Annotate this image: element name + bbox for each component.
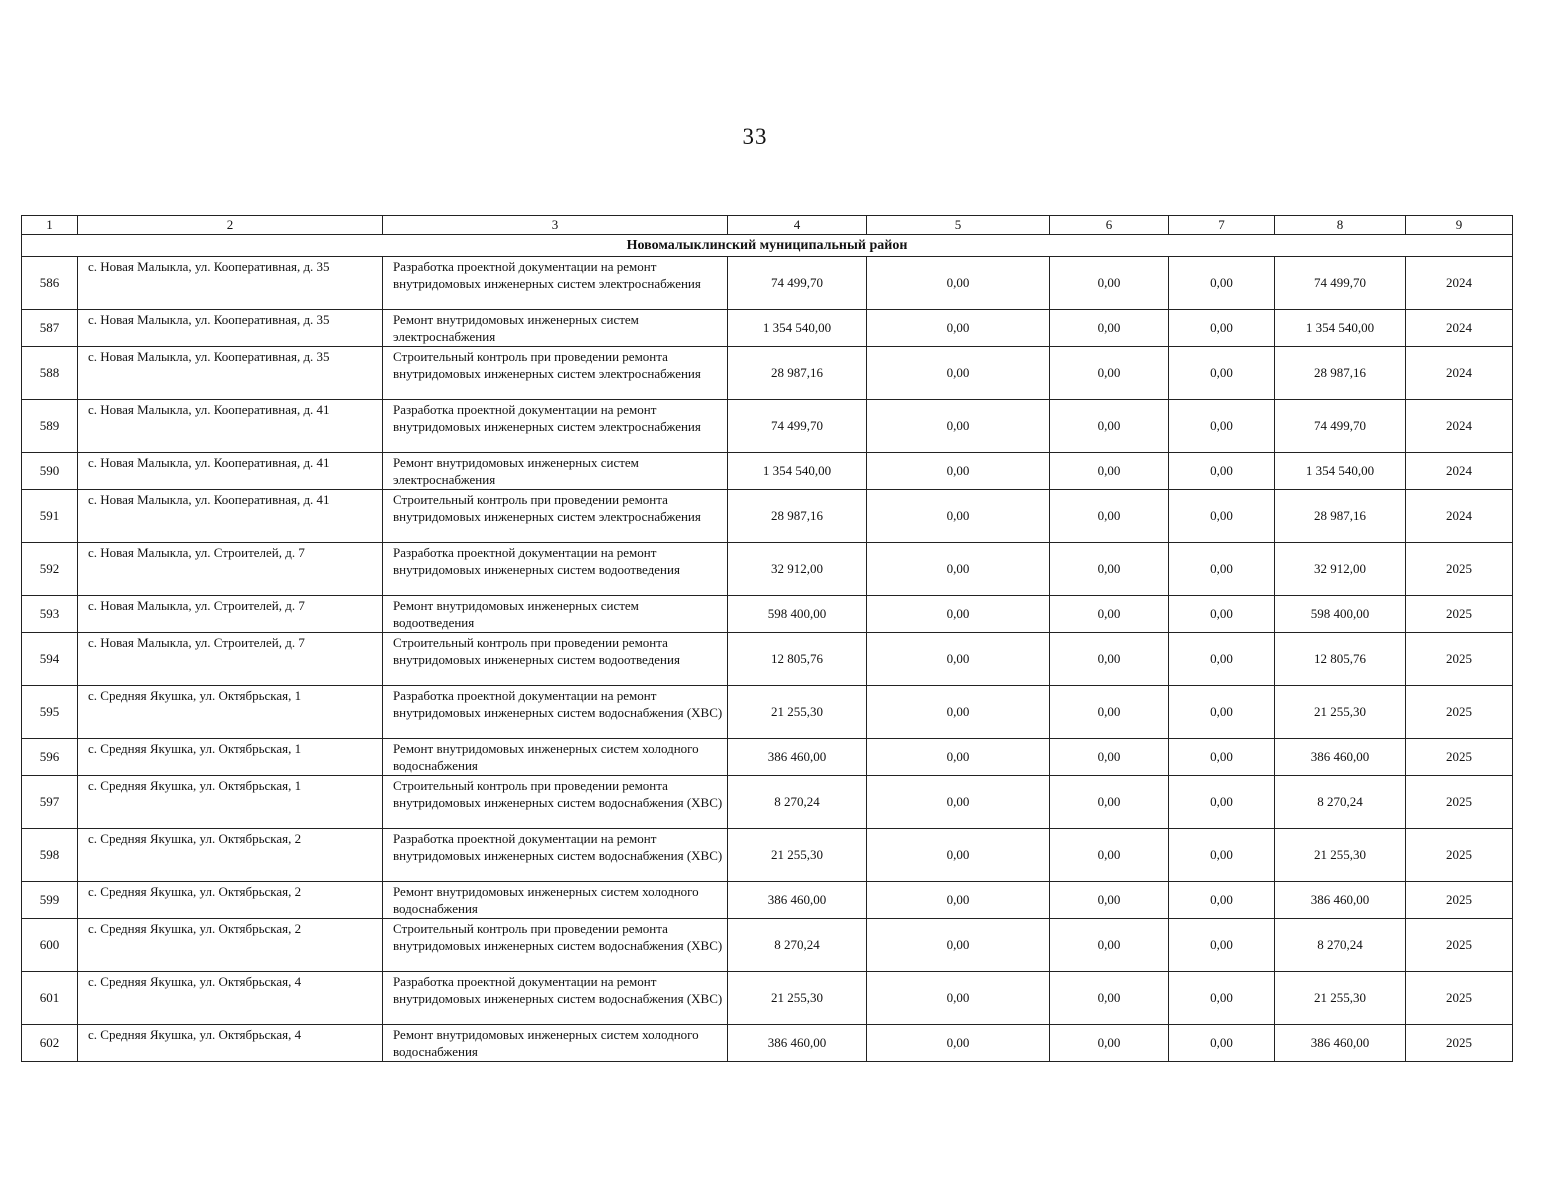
amount-cell: 0,00: [867, 310, 1050, 347]
amount-cell: 386 460,00: [728, 1025, 867, 1062]
year-cell: 2024: [1406, 400, 1513, 453]
work-description-cell: Разработка проектной документации на ремонт внутридомовых инженерных систем водоснабжения (ХВС): [383, 972, 728, 1025]
address-cell: с. Новая Малыкла, ул. Кооперативная, д. 41: [78, 453, 383, 490]
year-cell: 2024: [1406, 453, 1513, 490]
row-number: 593: [22, 596, 78, 633]
amount-cell: 0,00: [1050, 633, 1169, 686]
column-header: 2: [78, 216, 383, 235]
year-cell: 2025: [1406, 882, 1513, 919]
amount-cell: 74 499,70: [728, 400, 867, 453]
row-number: 596: [22, 739, 78, 776]
column-header: 5: [867, 216, 1050, 235]
row-number: 595: [22, 686, 78, 739]
amount-cell: 386 460,00: [1275, 882, 1406, 919]
table-row: [22, 776, 1513, 829]
row-number: 600: [22, 919, 78, 972]
work-description-cell: Ремонт внутридомовых инженерных систем холодного водоснабжения: [383, 739, 728, 776]
year-cell: 2025: [1406, 596, 1513, 633]
address-cell: с. Новая Малыкла, ул. Строителей, д. 7: [78, 633, 383, 686]
amount-cell: 0,00: [1050, 686, 1169, 739]
amount-cell: 0,00: [1050, 453, 1169, 490]
amount-cell: 21 255,30: [1275, 972, 1406, 1025]
amount-cell: 21 255,30: [728, 829, 867, 882]
row-number: 588: [22, 347, 78, 400]
row-number: 598: [22, 829, 78, 882]
amount-cell: 0,00: [1169, 347, 1275, 400]
work-description-cell: Ремонт внутридомовых инженерных систем холодного водоснабжения: [383, 882, 728, 919]
amount-cell: 0,00: [867, 776, 1050, 829]
row-number: 601: [22, 972, 78, 1025]
table-row: [22, 829, 1513, 882]
column-header: 4: [728, 216, 867, 235]
address-cell: с. Новая Малыкла, ул. Кооперативная, д. 35: [78, 310, 383, 347]
amount-cell: 0,00: [1050, 739, 1169, 776]
table-row: [22, 490, 1513, 543]
year-cell: 2025: [1406, 1025, 1513, 1062]
amount-cell: 0,00: [867, 739, 1050, 776]
table-row: [22, 633, 1513, 686]
amount-cell: 598 400,00: [728, 596, 867, 633]
year-cell: 2025: [1406, 919, 1513, 972]
amount-cell: 1 354 540,00: [1275, 310, 1406, 347]
column-header: 9: [1406, 216, 1513, 235]
amount-cell: 386 460,00: [1275, 739, 1406, 776]
work-description-cell: Строительный контроль при проведении ремонта внутридомовых инженерных систем электроснабжения: [383, 490, 728, 543]
year-cell: 2025: [1406, 776, 1513, 829]
amount-cell: 0,00: [1169, 1025, 1275, 1062]
amount-cell: 0,00: [1169, 543, 1275, 596]
year-cell: 2025: [1406, 633, 1513, 686]
amount-cell: 0,00: [1169, 257, 1275, 310]
address-cell: с. Средняя Якушка, ул. Октябрьская, 1: [78, 739, 383, 776]
address-cell: с. Средняя Якушка, ул. Октябрьская, 4: [78, 1025, 383, 1062]
column-header: 6: [1050, 216, 1169, 235]
amount-cell: 0,00: [1050, 776, 1169, 829]
table-row: [22, 739, 1513, 776]
row-number: 602: [22, 1025, 78, 1062]
page-number: 33: [742, 124, 768, 149]
address-cell: с. Новая Малыкла, ул. Кооперативная, д. 41: [78, 490, 383, 543]
amount-cell: 0,00: [1169, 686, 1275, 739]
work-description-cell: Строительный контроль при проведении ремонта внутридомовых инженерных систем водоснабжения (ХВС): [383, 776, 728, 829]
section-row: [22, 235, 1513, 257]
amount-cell: 0,00: [1169, 829, 1275, 882]
amount-cell: 21 255,30: [1275, 829, 1406, 882]
table-row: [22, 972, 1513, 1025]
amount-cell: 0,00: [1169, 490, 1275, 543]
work-description-cell: Разработка проектной документации на ремонт внутридомовых инженерных систем электроснабжения: [383, 400, 728, 453]
table-row: [22, 310, 1513, 347]
row-number: 592: [22, 543, 78, 596]
amount-cell: 0,00: [867, 919, 1050, 972]
table-row: [22, 882, 1513, 919]
address-cell: с. Новая Малыкла, ул. Кооперативная, д. 41: [78, 400, 383, 453]
amount-cell: 28 987,16: [728, 347, 867, 400]
row-number: 597: [22, 776, 78, 829]
work-description-cell: Разработка проектной документации на ремонт внутридомовых инженерных систем водоотведения: [383, 543, 728, 596]
year-cell: 2025: [1406, 972, 1513, 1025]
address-cell: с. Новая Малыкла, ул. Кооперативная, д. 35: [78, 257, 383, 310]
address-cell: с. Средняя Якушка, ул. Октябрьская, 2: [78, 919, 383, 972]
year-cell: 2025: [1406, 686, 1513, 739]
amount-cell: 0,00: [1050, 919, 1169, 972]
year-cell: 2024: [1406, 257, 1513, 310]
amount-cell: 0,00: [867, 257, 1050, 310]
column-header: 8: [1275, 216, 1406, 235]
work-description-cell: Строительный контроль при проведении ремонта внутридомовых инженерных систем электроснабжения: [383, 347, 728, 400]
row-number: 590: [22, 453, 78, 490]
address-cell: с. Средняя Якушка, ул. Октябрьская, 2: [78, 882, 383, 919]
row-number: 586: [22, 257, 78, 310]
section-title: Новомалыклинский муниципальный район: [22, 235, 1513, 257]
year-cell: 2024: [1406, 490, 1513, 543]
amount-cell: 0,00: [867, 596, 1050, 633]
address-cell: с. Средняя Якушка, ул. Октябрьская, 2: [78, 829, 383, 882]
amount-cell: 0,00: [1169, 400, 1275, 453]
amount-cell: 74 499,70: [728, 257, 867, 310]
work-description-cell: Ремонт внутридомовых инженерных систем электроснабжения: [383, 310, 728, 347]
table-row: [22, 400, 1513, 453]
amount-cell: 12 805,76: [1275, 633, 1406, 686]
repair-register-table: [21, 215, 1513, 1062]
column-header: 1: [22, 216, 78, 235]
address-cell: с. Новая Малыкла, ул. Строителей, д. 7: [78, 543, 383, 596]
amount-cell: 0,00: [1050, 829, 1169, 882]
amount-cell: 0,00: [1050, 596, 1169, 633]
table-row: [22, 543, 1513, 596]
amount-cell: 0,00: [1169, 919, 1275, 972]
row-number: 599: [22, 882, 78, 919]
amount-cell: 0,00: [867, 400, 1050, 453]
work-description-cell: Ремонт внутридомовых инженерных систем холодного водоснабжения: [383, 1025, 728, 1062]
amount-cell: 0,00: [867, 686, 1050, 739]
row-number: 587: [22, 310, 78, 347]
year-cell: 2024: [1406, 347, 1513, 400]
amount-cell: 8 270,24: [1275, 919, 1406, 972]
amount-cell: 0,00: [1169, 596, 1275, 633]
amount-cell: 1 354 540,00: [1275, 453, 1406, 490]
work-description-cell: Строительный контроль при проведении ремонта внутридомовых инженерных систем водоснабжения (ХВС): [383, 919, 728, 972]
table-row: [22, 686, 1513, 739]
amount-cell: 0,00: [867, 543, 1050, 596]
amount-cell: 28 987,16: [1275, 490, 1406, 543]
amount-cell: 0,00: [1169, 972, 1275, 1025]
amount-cell: 0,00: [867, 633, 1050, 686]
amount-cell: 1 354 540,00: [728, 453, 867, 490]
amount-cell: 0,00: [867, 453, 1050, 490]
row-number: 589: [22, 400, 78, 453]
amount-cell: 386 460,00: [1275, 1025, 1406, 1062]
amount-cell: 0,00: [1169, 776, 1275, 829]
work-description-cell: Ремонт внутридомовых инженерных систем водоотведения: [383, 596, 728, 633]
amount-cell: 12 805,76: [728, 633, 867, 686]
amount-cell: 8 270,24: [728, 919, 867, 972]
amount-cell: 8 270,24: [728, 776, 867, 829]
amount-cell: 0,00: [867, 490, 1050, 543]
amount-cell: 21 255,30: [728, 686, 867, 739]
table-header: [22, 216, 1513, 235]
amount-cell: 0,00: [1050, 543, 1169, 596]
row-number: 591: [22, 490, 78, 543]
table-row: [22, 453, 1513, 490]
amount-cell: 0,00: [1169, 633, 1275, 686]
amount-cell: 28 987,16: [1275, 347, 1406, 400]
amount-cell: 74 499,70: [1275, 257, 1406, 310]
row-number: 594: [22, 633, 78, 686]
work-description-cell: Ремонт внутридомовых инженерных систем электроснабжения: [383, 453, 728, 490]
amount-cell: 0,00: [1050, 257, 1169, 310]
address-cell: с. Средняя Якушка, ул. Октябрьская, 1: [78, 686, 383, 739]
amount-cell: 8 270,24: [1275, 776, 1406, 829]
work-description-cell: Разработка проектной документации на ремонт внутридомовых инженерных систем электроснабжения: [383, 257, 728, 310]
amount-cell: 598 400,00: [1275, 596, 1406, 633]
amount-cell: 0,00: [1169, 310, 1275, 347]
amount-cell: 21 255,30: [1275, 686, 1406, 739]
address-cell: с. Новая Малыкла, ул. Кооперативная, д. 35: [78, 347, 383, 400]
table-row: [22, 919, 1513, 972]
address-cell: с. Средняя Якушка, ул. Октябрьская, 1: [78, 776, 383, 829]
year-cell: 2025: [1406, 543, 1513, 596]
address-cell: с. Средняя Якушка, ул. Октябрьская, 4: [78, 972, 383, 1025]
work-description-cell: Разработка проектной документации на ремонт внутридомовых инженерных систем водоснабжения (ХВС): [383, 686, 728, 739]
column-header: 3: [383, 216, 728, 235]
amount-cell: 1 354 540,00: [728, 310, 867, 347]
amount-cell: 0,00: [1050, 347, 1169, 400]
column-number-row: [22, 216, 1513, 235]
amount-cell: 0,00: [1050, 400, 1169, 453]
amount-cell: 0,00: [867, 1025, 1050, 1062]
amount-cell: 0,00: [867, 347, 1050, 400]
amount-cell: 0,00: [867, 972, 1050, 1025]
table-row: [22, 1025, 1513, 1062]
year-cell: 2024: [1406, 310, 1513, 347]
table-row: [22, 347, 1513, 400]
amount-cell: 0,00: [867, 882, 1050, 919]
amount-cell: 28 987,16: [728, 490, 867, 543]
amount-cell: 0,00: [1169, 739, 1275, 776]
amount-cell: 0,00: [1050, 1025, 1169, 1062]
amount-cell: 32 912,00: [728, 543, 867, 596]
amount-cell: 0,00: [867, 829, 1050, 882]
amount-cell: 386 460,00: [728, 739, 867, 776]
column-header: 7: [1169, 216, 1275, 235]
table-row: [22, 257, 1513, 310]
amount-cell: 386 460,00: [728, 882, 867, 919]
table-row: [22, 596, 1513, 633]
amount-cell: 0,00: [1050, 310, 1169, 347]
table-body: [22, 235, 1513, 1062]
amount-cell: 0,00: [1050, 882, 1169, 919]
amount-cell: 0,00: [1169, 882, 1275, 919]
amount-cell: 0,00: [1050, 972, 1169, 1025]
amount-cell: 0,00: [1050, 490, 1169, 543]
amount-cell: 21 255,30: [728, 972, 867, 1025]
year-cell: 2025: [1406, 739, 1513, 776]
work-description-cell: Разработка проектной документации на ремонт внутридомовых инженерных систем водоснабжения (ХВС): [383, 829, 728, 882]
amount-cell: 74 499,70: [1275, 400, 1406, 453]
work-description-cell: Строительный контроль при проведении ремонта внутридомовых инженерных систем водоотведения: [383, 633, 728, 686]
address-cell: с. Новая Малыкла, ул. Строителей, д. 7: [78, 596, 383, 633]
amount-cell: 0,00: [1169, 453, 1275, 490]
year-cell: 2025: [1406, 829, 1513, 882]
amount-cell: 32 912,00: [1275, 543, 1406, 596]
